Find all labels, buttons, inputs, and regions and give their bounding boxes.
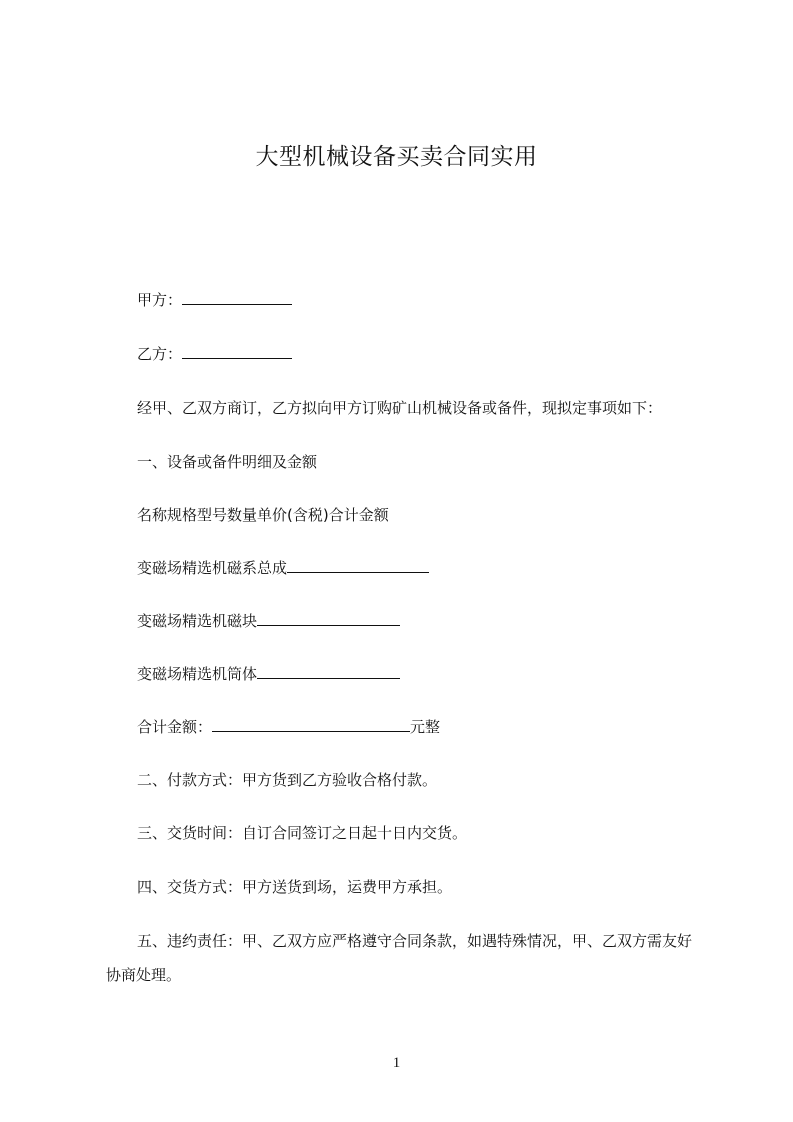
section1-heading: 一、设备或备件明细及金额	[137, 453, 318, 471]
total-suffix: 元整	[410, 718, 441, 736]
item-row	[137, 557, 429, 579]
liability-clause: 五、违约责任：甲、乙双方应严格遵守合同条款，如遇特殊情况，甲、乙双方需友好协商处理。	[106, 932, 693, 984]
party-a-blank[interactable]	[182, 289, 292, 305]
total-label: 合计金额：	[137, 718, 213, 736]
party-b-line	[137, 343, 292, 365]
party-b-label: 乙方：	[137, 345, 183, 363]
item-name: 变磁场精选机筒体	[137, 665, 258, 683]
delivery-method: 四、交货方式：甲方送货到场，运费甲方承担。	[137, 878, 453, 896]
page-title: 大型机械设备买卖合同实用	[255, 144, 538, 170]
total-amount-blank[interactable]	[212, 716, 410, 732]
total-line	[137, 716, 440, 738]
item-row	[137, 663, 400, 685]
intro-text: 经甲、乙双方商订，乙方拟向甲方订购矿山机械设备或备件，现拟定事项如下：	[137, 399, 663, 417]
delivery-time: 三、交货时间：自订合同签订之日起十日内交货。	[137, 824, 468, 842]
item-name: 变磁场精选机磁块	[137, 612, 258, 630]
party-a-line	[137, 289, 292, 311]
item-row	[137, 610, 400, 632]
party-a-label: 甲方：	[137, 291, 183, 309]
page-number: 1	[392, 1055, 401, 1071]
table-header: 名称规格型号数量单价(含税)合计金额	[137, 506, 389, 524]
item-blank[interactable]	[257, 610, 400, 626]
item-blank[interactable]	[257, 663, 400, 679]
payment-terms: 二、付款方式：甲方货到乙方验收合格付款。	[137, 771, 438, 789]
item-name: 变磁场精选机磁系总成	[137, 559, 288, 577]
party-b-blank[interactable]	[182, 343, 292, 359]
item-blank[interactable]	[287, 557, 429, 573]
